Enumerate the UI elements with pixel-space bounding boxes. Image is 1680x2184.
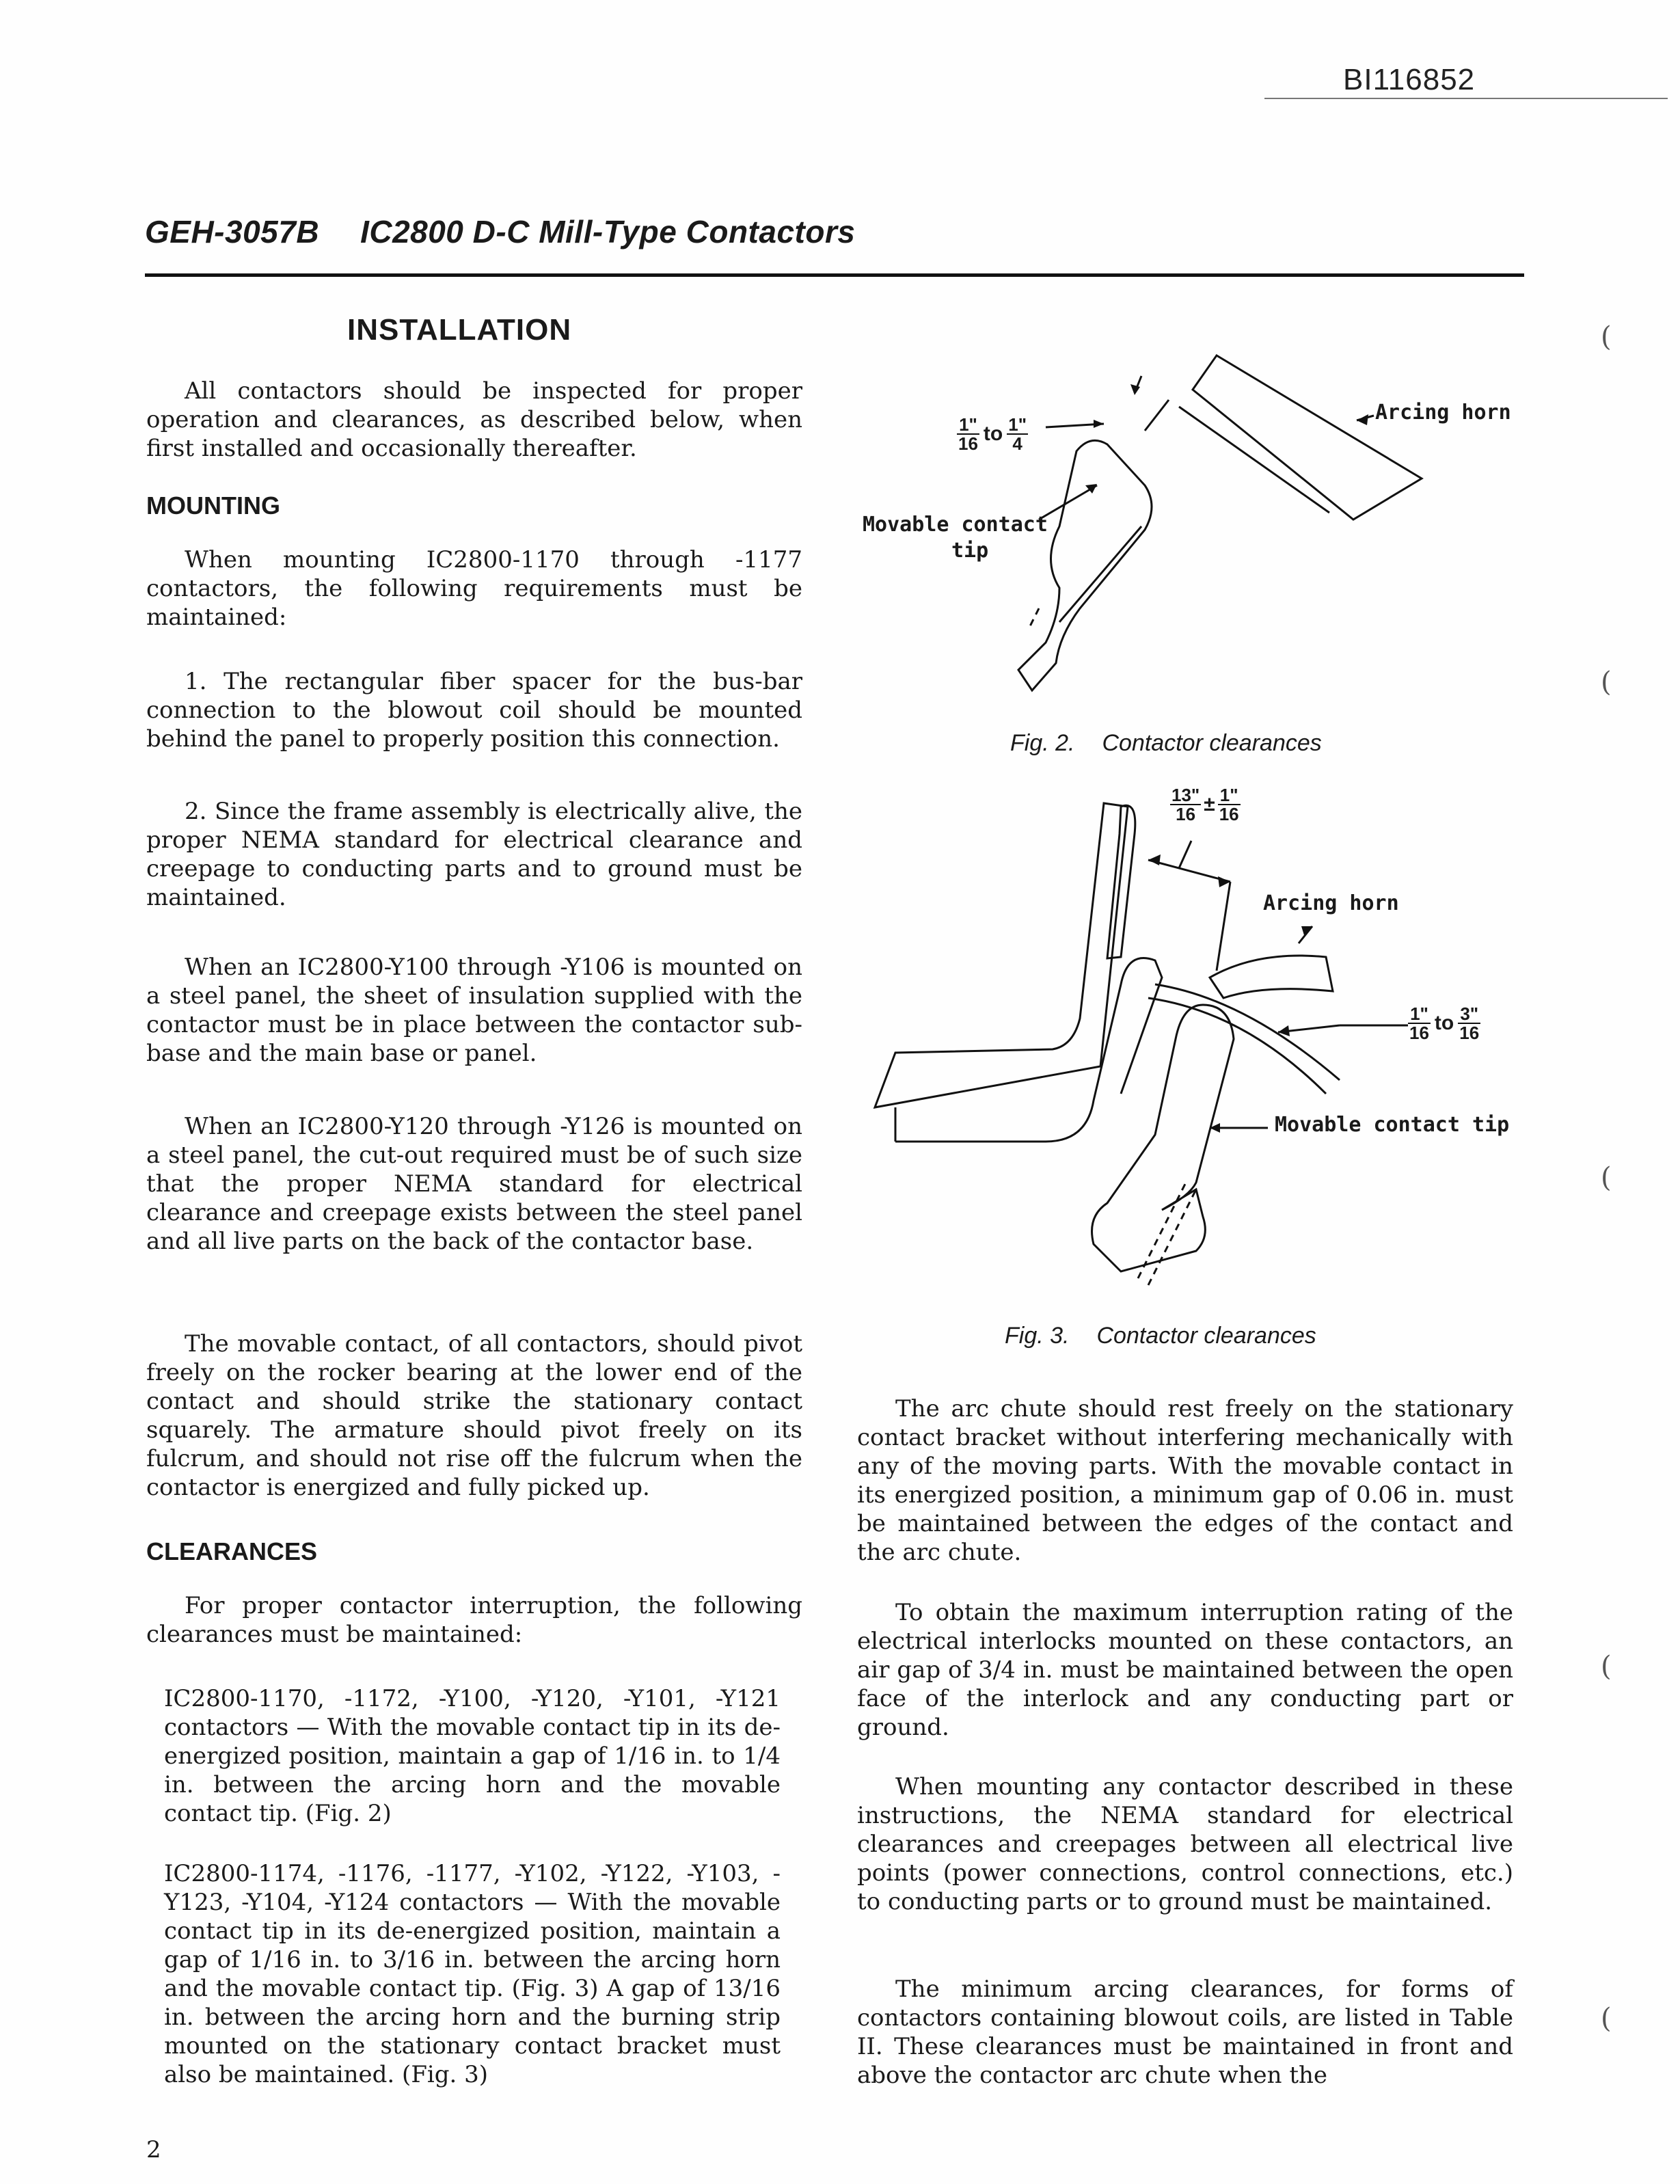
running-header (145, 213, 855, 250)
fig3-arcing-horn-label: Arcing horn (1263, 891, 1399, 915)
fig3-caption: Fig. 3. Contactor clearances (1005, 1323, 1316, 1349)
paragraph-nema: When mounting any contactor described in these instructions, the NEMA standard for electrical clearances and creepages between all electrical live points (power connections, control connections, etc.) to conducting parts or to ground must be maintained. (857, 1773, 1513, 1915)
fig3-contact-shape (1092, 1005, 1234, 1271)
fig3-top-dimension: $\frac{13"}{16}$ ± $\frac{1"}{16}$ (1171, 785, 1239, 824)
mounting-intro: When mounting IC2800-1170 through -1177 contactors, the following requirements must be maintained: (146, 546, 802, 631)
paragraph-movable-contact: The movable contact, of all contactors, should pivot freely on the rocker bearing at the lower end of the contact and should strike the stationary contact squarely. The armature should pivot freely on its fulcrum, and should not rise off the fulcrum when the contactor is energized and fully picked up. (146, 1330, 802, 1501)
mounting-item-2: 2. Since the frame assembly is electrically alive, the proper NEMA standard for electrical clearance and creepage to conducting parts and to ground must be maintained. (146, 798, 802, 911)
mounting-item-1: 1. The rectangular fiber spacer for the bus-bar connection to the blowout coil should be mounted behind the panel to properly position this connection. (146, 668, 802, 753)
clearances-intro: For proper contactor interruption, the following clearances must be maintained: (146, 1592, 802, 1648)
document-id: BI116852 (1343, 63, 1476, 96)
fig2-contact-shape (1018, 440, 1152, 690)
margin-mark: ( (1601, 321, 1612, 353)
paragraph-minimum-clearances: The minimum arcing clearances, for forms of contactors containing blowout coils, are listed in Table II. These clearances must be maintained in front and above the contactor arc chute when the (857, 1976, 1513, 2089)
paragraph-y120: When an IC2800-Y120 through -Y126 is mounted on a steel panel, the cut-out required must be of such size that the proper NEMA standard for electrical clearance and creepage exists between the steel panel and all live parts on the back of the contactor base. (146, 1113, 802, 1255)
paragraph-interlock: To obtain the maximum interruption rating of the electrical interlocks mounted on these contactors, an air gap of 3/4 in. must be maintained between the open face of the interlock and any conducting part or ground. (857, 1599, 1513, 1741)
paragraph-y100: When an IC2800-Y100 through -Y106 is mounted on a steel panel, the sheet of insulation supplied with the contactor must be in place between the contactor sub-base and the main base or panel. (146, 954, 802, 1067)
fig3-gap-dimension: $\frac{1"}{16}$ to $\frac{3"}{16}$ (1409, 1003, 1480, 1043)
doc-title: IC2800 D-C Mill-Type Contactors (360, 214, 856, 250)
figure-2 (854, 349, 1538, 718)
fig2-arcing-horn-label: Arcing horn (1375, 401, 1511, 424)
margin-mark: ( (1601, 666, 1612, 698)
fig2-arcing-horn-shape (1193, 355, 1422, 520)
mounting-heading: MOUNTING (146, 491, 280, 520)
fig2-caption: Fig. 2. Contactor clearances (1010, 730, 1322, 756)
fig2-movable-label-line2: tip (951, 539, 989, 563)
intro-paragraph: All contactors should be inspected for proper operation and clearances, as described below, when first installed and occasionally thereafter. (146, 377, 802, 462)
margin-mark: ( (1601, 1651, 1612, 1682)
section-title: INSTALLATION (347, 313, 572, 347)
fig3-movable-label: Movable contact tip (1275, 1113, 1510, 1137)
fig2-movable-label-line1: Movable contact (863, 513, 1048, 537)
clearance-item-2: IC2800-1174, -1176, -1177, -Y102, -Y122, -Y103, -Y123, -Y104, -Y124 contactors — With the movable contact tip in its de-energized position, maintain a gap of 1/16 in. to 3/16 in. between the arcing horn and the movable contact tip. (Fig. 3) A gap of 13/16 in. between the arcing horn and the burning strip mounted on the stationary contact bracket must also be maintained. (Fig. 3) (164, 1860, 781, 2088)
margin-mark: ( (1601, 2003, 1612, 2034)
fig3-bracket-shape (875, 803, 1128, 1107)
figure-3-drawing (875, 779, 1531, 1312)
doc-number: GEH-3057B (145, 214, 320, 250)
margin-mark: ( (1601, 1162, 1612, 1194)
figure-3 (875, 779, 1531, 1312)
fig3-arcing-horn-shape (1210, 956, 1333, 998)
fig2-dimension: $\frac{1"}{16}$ to $\frac{1"}{4}$ (958, 414, 1027, 454)
paragraph-arc-chute: The arc chute should rest freely on the stationary contact bracket without interfering mechanically with any of the moving parts. With the movable contact in its energized position, a minimum gap of 0.06 in. must be maintained between the edges of the contact and the arc chute. (857, 1395, 1513, 1566)
document-id-underline (1264, 98, 1668, 99)
header-rule (145, 273, 1524, 277)
clearances-heading: CLEARANCES (146, 1537, 318, 1565)
clearance-item-1: IC2800-1170, -1172, -Y100, -Y120, -Y101, -Y121 contactors — With the movable contact tip in its de-energized position, maintain a gap of 1/16 in. to 1/4 in. between the arcing horn and the movable contact tip. (Fig. 2) (164, 1685, 781, 1827)
page-number: 2 (146, 2136, 161, 2163)
